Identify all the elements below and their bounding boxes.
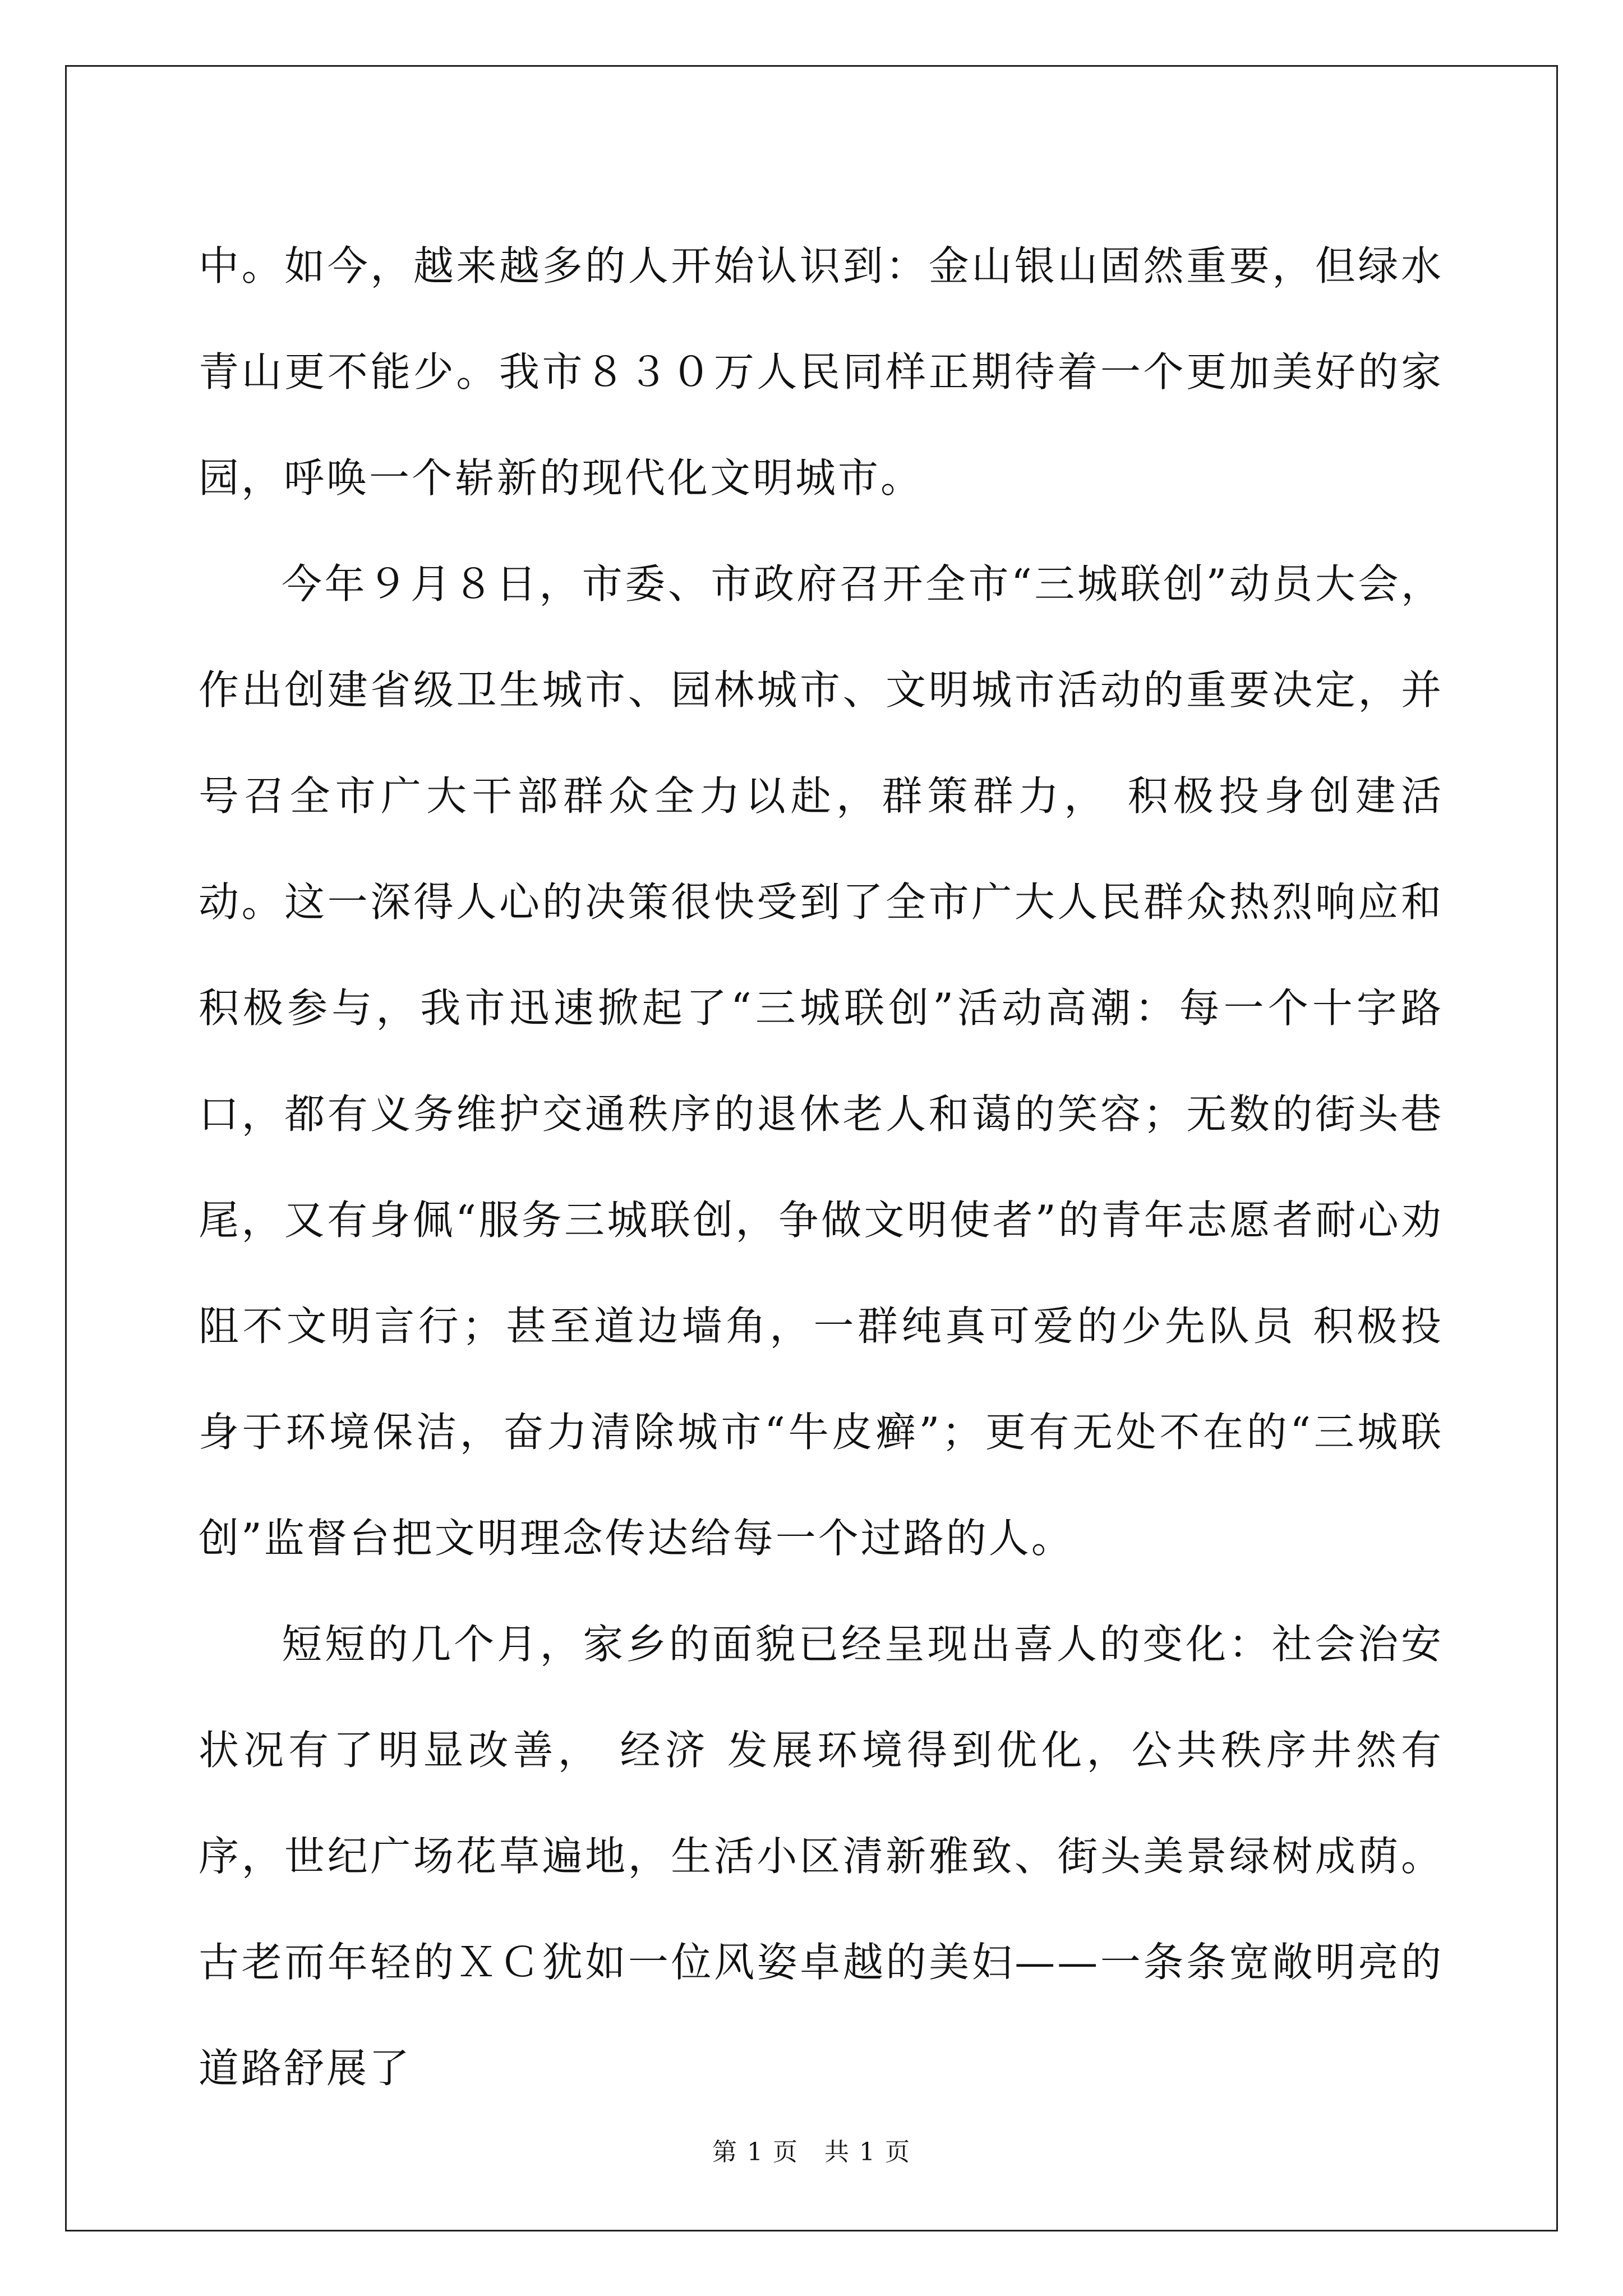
paragraph-2: 今年９月８日，市委、市政府召开全市“三城联创”动员大会，作出创建省级卫生城市、园林城市、文明城市活动的重要决定，并号召全市广大干部群众全力以赴，群策群力， 积极投身创建活动。这一深得人心的决策很快受到了全市广大人民群众热烈响应和 积极参与，我市迅速掀起了“三城联创”活动高潮：每一个十字路口，都有义务维护交通秩序的退休老人和蔼的笑容；无数的街头巷尾，又有身佩“服务三城联创，争做文明使者”的青年志愿者耐心劝阻不文明言行；甚至道边墙角，一群纯真可爱的少先队员 积极投身于环境保洁，奋力清除城市“牛皮癣”；更有无处不在的“三城联创”监督台把文明理念传达给每一个过路的人。 xyxy=(199,560,1444,1562)
page-number-footer: 第 1 页 共 1 页 xyxy=(712,2138,911,2166)
paragraph-3: 短短的几个月，家乡的面貌已经呈现出喜人的变化：社会治安状况有了明显改善， 经济 发展环境得到优化，公共秩序井然有序，世纪广场花草遍地，生活小区清新雅致、街头美景绿树成荫。古老而年轻的ＸＣ犹如一位风姿卓越的美妇——一条条宽敞明亮的道路舒展了 xyxy=(199,1621,1444,2092)
document-body xyxy=(199,213,1444,2122)
paragraph-1: 中。如今，越来越多的人开始认识到：金山银山固然重要，但绿水青山更不能少。我市８３０万人民同样正期待着一个更加美好的家园，呼唤一个崭新的现代化文明城市。 xyxy=(199,242,1444,501)
